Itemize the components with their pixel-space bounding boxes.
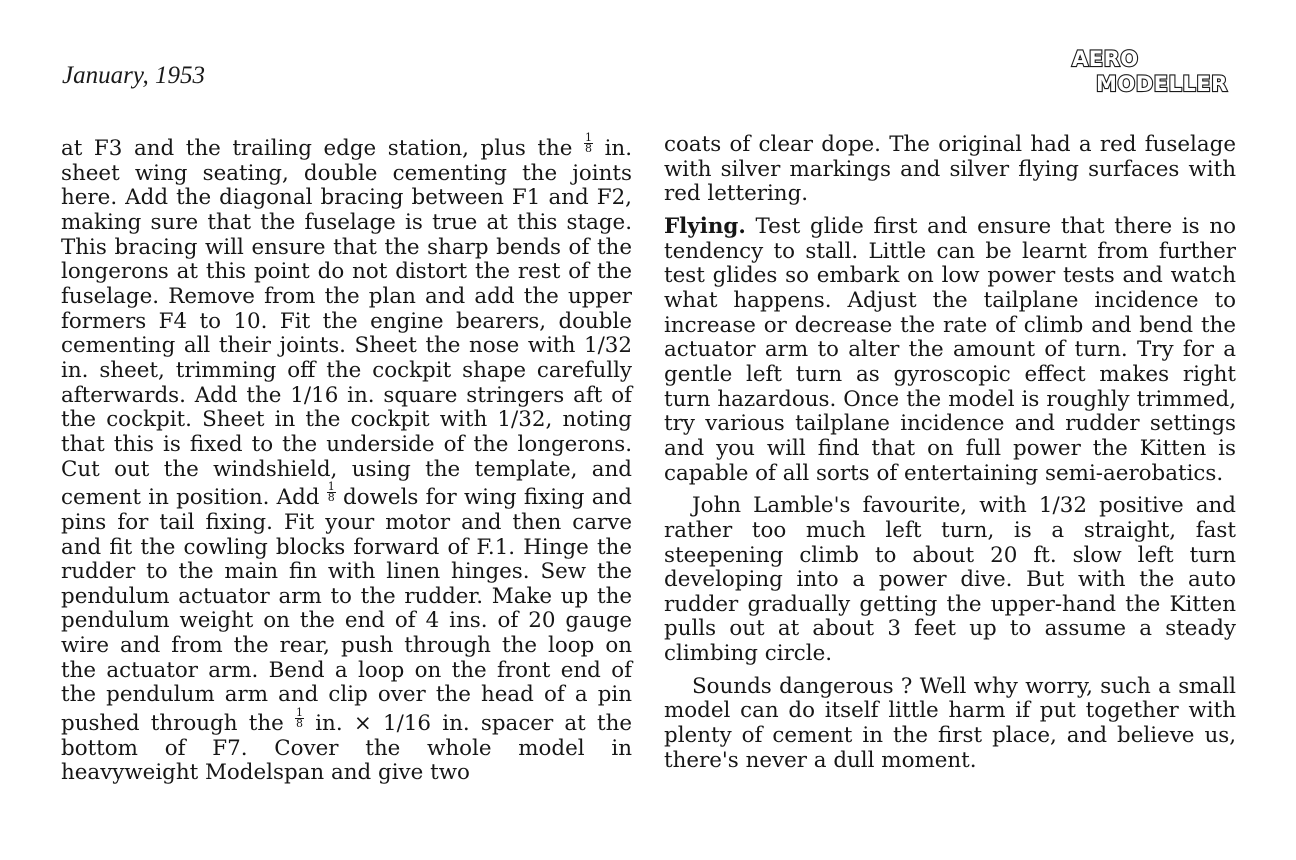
left-column xyxy=(61,133,632,786)
fraction-denominator: 8 xyxy=(296,717,303,731)
fraction-denominator: 8 xyxy=(327,491,335,505)
fraction-eighth xyxy=(295,708,304,729)
fraction-numerator: 1 xyxy=(327,480,335,494)
masthead-line-2-text: MODELLER xyxy=(1096,72,1228,96)
fraction-eighth xyxy=(327,482,336,503)
covering-paragraph: coats of clear dope. The original had a red fuselage with silver markings and silver flying surfaces with red lettering. xyxy=(664,132,1236,207)
text-run: at F3 and the trailing edge station, plus the xyxy=(61,136,585,161)
flying-body: Test glide first and ensure that there is no tendency to stall. Little can be learnt from further test glides so embark on low power tests and watch what happens. Adjust the tailplane incidence to increase or decrease the rate of climb and bend the actuator arm to alter the amount of turn. Try for a gentle left turn as gyroscopic effect makes right turn hazardous. Once the model is roughly trimmed, try various tailplane incidence and rudder settings and you will find that on full power the Kitten is capable of all sorts of entertaining semi-aerobatics. xyxy=(664,213,1236,486)
instructions-paragraph xyxy=(61,133,632,786)
masthead-line-1 xyxy=(1072,47,1139,71)
text-run: in. × 1/16 in. spacer at the bottom of F7. Cover the whole model in heavyweight Modelspan and give two xyxy=(61,711,632,786)
masthead-line-1-text: AERO xyxy=(1072,47,1139,71)
flying-paragraph xyxy=(664,215,1236,486)
text-run: in. sheet wing seating, double cementing the joints here. Add the diagonal bracing between F1 and F2, making sure that the fuselage is true at this stage. This bracing will ensure that the sharp bends of the longerons at this point do not distort the rest of the fuselage. Remove from the plan and add the upper formers F4 to 10. Fit the engine bearers, double cementing all their joints. Sheet the nose with 1/32 in. sheet, trimming off the cockpit shape carefully afterwards. Add the 1/16 in. square stringers aft of the cockpit. Sheet in the cockpit with 1/32, noting that this is fixed to the underside of the longerons. Cut out the windshield, using the template, and cement in position. Add xyxy=(61,136,633,511)
masthead-line-2 xyxy=(1096,72,1228,96)
flying-heading: Flying. xyxy=(664,213,746,239)
fraction-numerator: 1 xyxy=(585,131,593,144)
fraction-numerator: 1 xyxy=(296,706,303,720)
fraction-denominator: 8 xyxy=(585,142,593,155)
issue-date: January, 1953 xyxy=(62,62,206,89)
favourite-paragraph: John Lamble's favourite, with 1/32 positive and rather too much left turn, is a straight, fast steepening climb to about 20 ft. slow left turn developing into a power dive. But with the auto rudder gradually getting the upper-hand the Kitten pulls out at about 3 feet up to assume a steady climbing circle. xyxy=(664,493,1236,667)
right-column xyxy=(664,133,1236,773)
fraction-eighth xyxy=(584,133,593,154)
text-run: dowels for wing fixing and pins for tail fixing. Fit your motor and then carve and fit the cowling blocks forward of F.1. Hinge the rudder to the main fin with linen hinges. Sew the pendulum actuator arm to the rudder. Make up the pendulum weight on the end of 4 ins. of 20 gauge wire and from the rear, push through the loop on the actuator arm. Bend a loop on the front end of the pendulum arm and clip over the head of a pin pushed through the xyxy=(61,485,632,737)
masthead-logo xyxy=(1066,44,1236,96)
closing-paragraph: Sounds dangerous ? Well why worry, such a small model can do itself little harm if put together with plenty of cement in the first place, and believe us, there's never a dull moment. xyxy=(664,673,1236,773)
